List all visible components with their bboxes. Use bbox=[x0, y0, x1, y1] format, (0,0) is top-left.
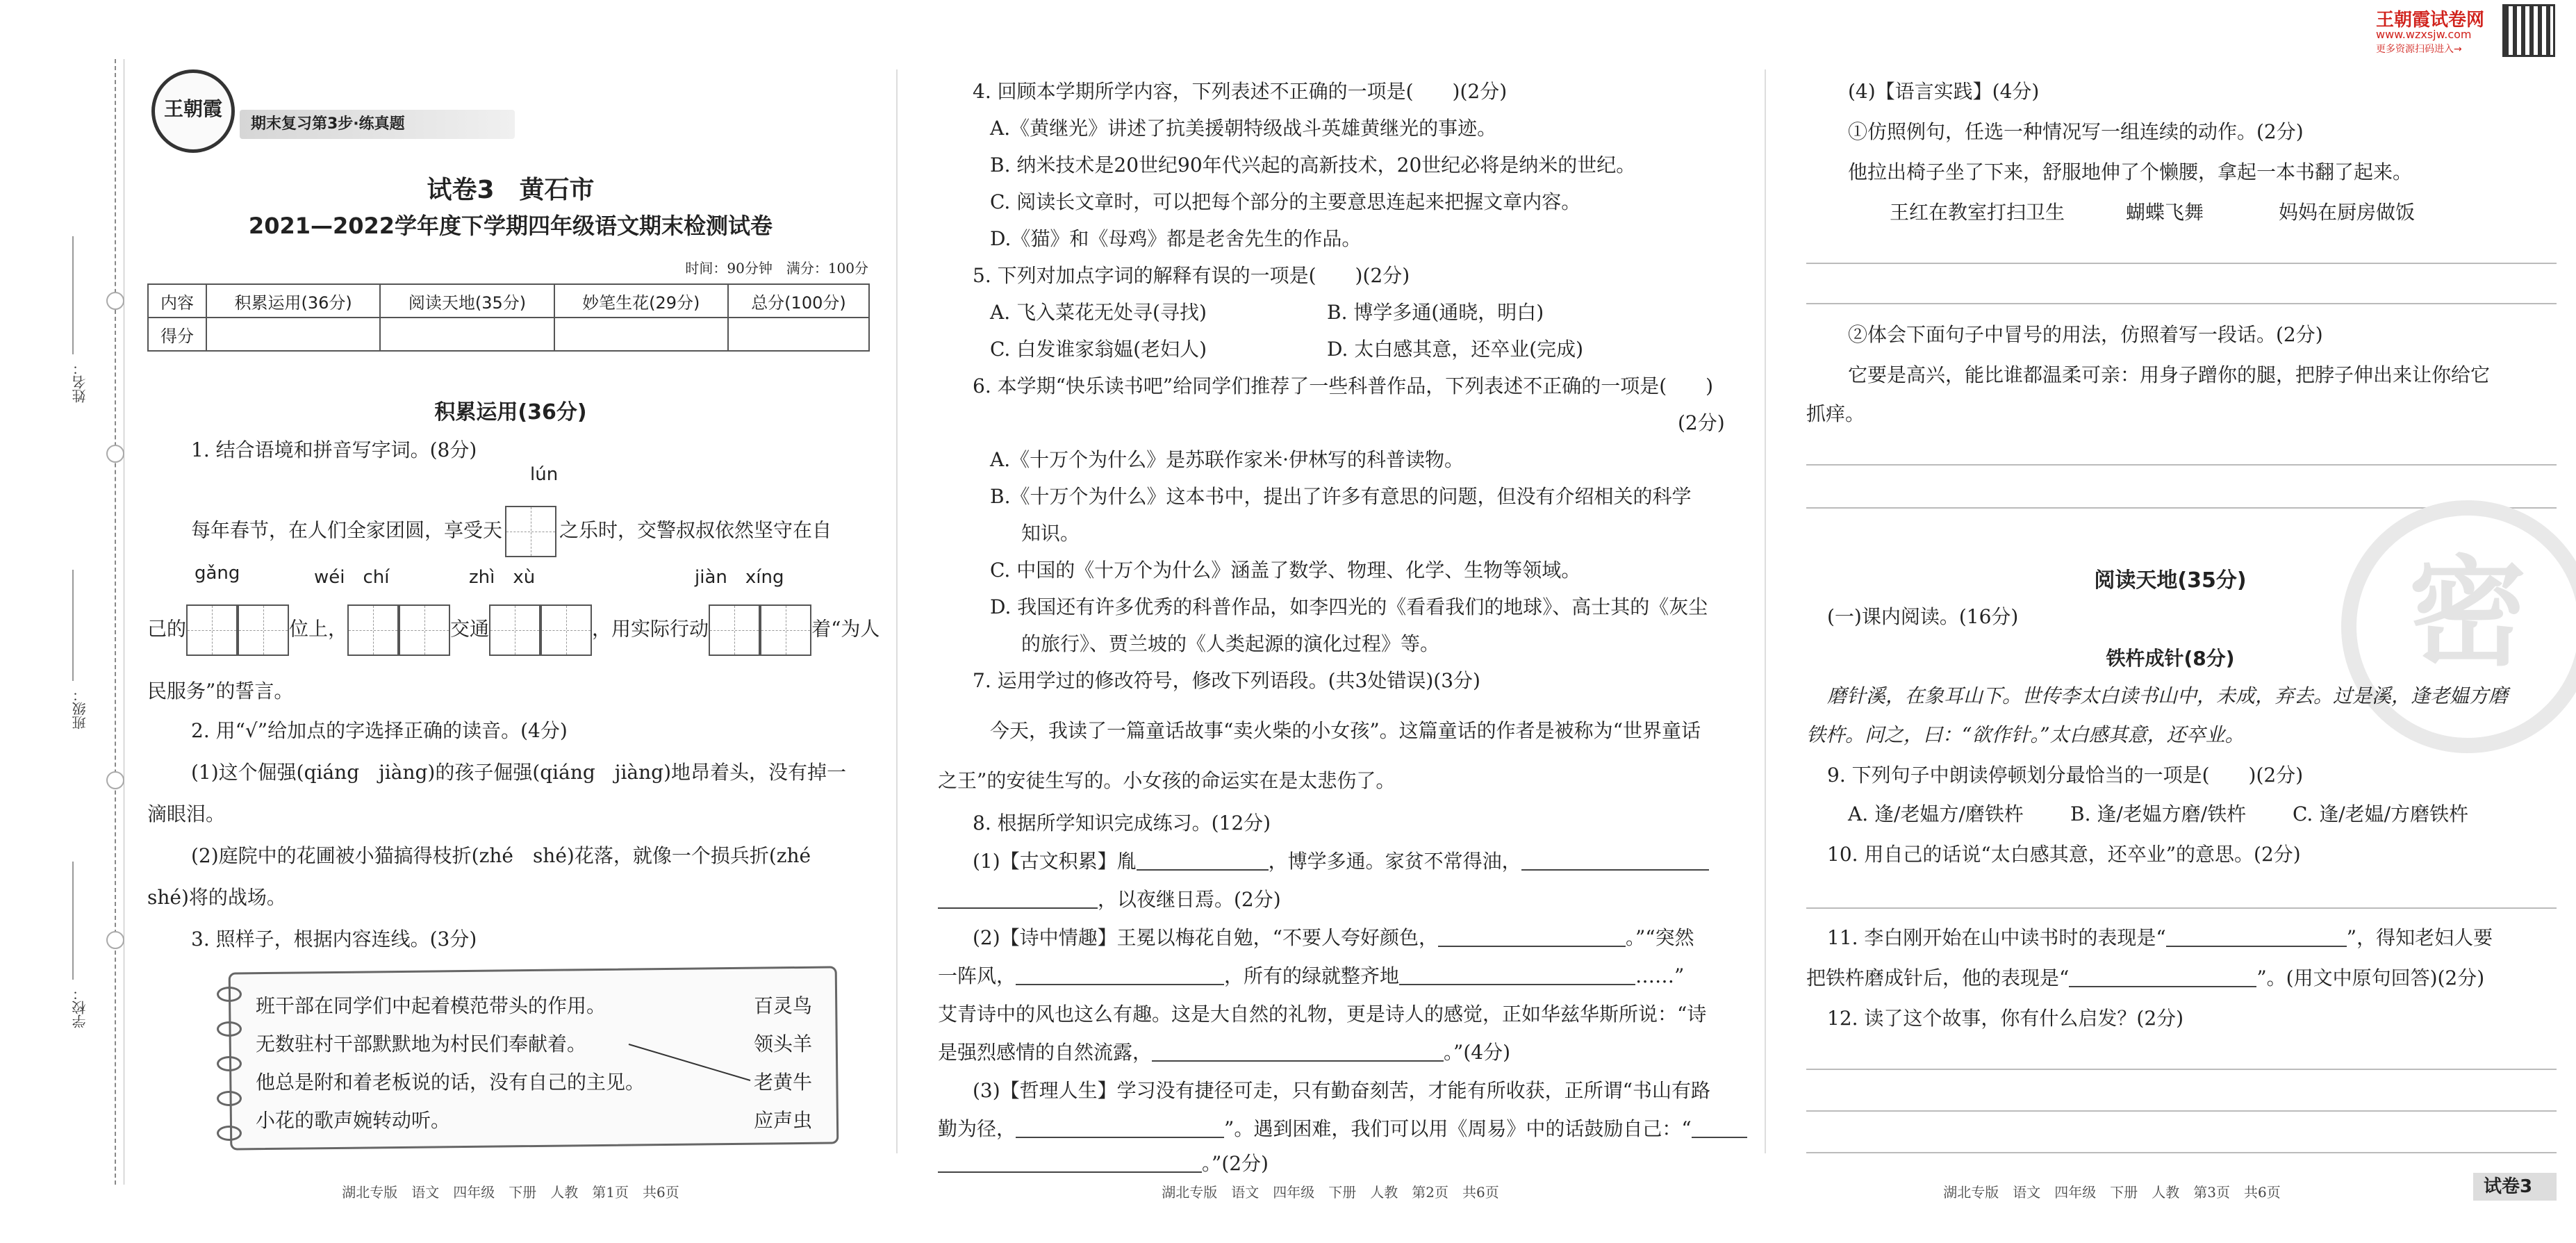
choice[interactable]: 妈妈在厨房做饭 bbox=[2279, 201, 2416, 224]
binding-hole bbox=[106, 771, 124, 789]
char-box[interactable] bbox=[399, 604, 450, 656]
answer-blank[interactable] bbox=[1692, 1117, 1747, 1138]
school-label: 学校： bbox=[72, 987, 88, 1028]
q8-3b bbox=[938, 1115, 1747, 1143]
ring bbox=[217, 1021, 242, 1037]
option: 知识。 bbox=[1021, 522, 1080, 545]
match-right[interactable]: 应声虫 bbox=[754, 1109, 813, 1132]
option: D. 我国还有许多优秀的科普作品，如李四光的《看看我们的地球》、高士其的《灰尘 bbox=[990, 595, 1708, 618]
text: 每年春节，在人们全家团圆，享受天 bbox=[191, 518, 503, 542]
answer-line[interactable] bbox=[1806, 1110, 2557, 1112]
score-header: 总分(100分) bbox=[728, 284, 869, 318]
q2-line: shé)将的战场。 bbox=[147, 886, 286, 909]
passage: 磨针溪，在象耳山下。世传李太白读书山中，未成，弃去。过是溪，逢老媪方磨 bbox=[1827, 684, 2509, 707]
page-2 bbox=[896, 0, 1765, 1243]
option: 的旅行》、贾兰坡的《人类起源的演化过程》等。 bbox=[1021, 632, 1440, 655]
option: C. 阅读长文章时，可以把每个部分的主要意思连起来把握文章内容。 bbox=[990, 190, 1581, 213]
option: A.《十万个为什么》是苏联作家米·伊林写的科普读物。 bbox=[990, 448, 1464, 471]
pinyin: zhì xù bbox=[469, 567, 536, 588]
q2-line: 滴眼泪。 bbox=[147, 802, 226, 825]
name-field[interactable] bbox=[72, 236, 74, 354]
text: (1)【古文积累】胤 bbox=[973, 850, 1137, 873]
answer-line[interactable] bbox=[1806, 464, 2557, 466]
answer-blank[interactable] bbox=[1152, 1041, 1444, 1062]
pinyin: wéi chí bbox=[314, 567, 390, 588]
q7-paragraph[interactable]: 之王”的安徒生写的。小女孩的命运实在是太悲伤了。 bbox=[938, 769, 1396, 792]
score-header: 妙笔生花(29分) bbox=[554, 284, 728, 318]
answer-blank[interactable] bbox=[1399, 964, 1635, 985]
time-score: 时间：90分钟 满分：100分 bbox=[685, 260, 868, 277]
q1-line-2 bbox=[147, 604, 880, 656]
option: A.《黄继光》讲述了抗美援朝特级战斗英雄黄继光的事迹。 bbox=[990, 117, 1497, 140]
q8-2c: 艾青诗中的风也这么有趣。这是大自然的礼物，更是诗人的感觉，正如华兹华斯所说：“诗 bbox=[938, 1003, 1707, 1026]
q1-line-1 bbox=[191, 506, 832, 557]
text: ，博学多通。家贫不常得油， bbox=[1268, 850, 1521, 873]
ring bbox=[217, 987, 242, 1002]
option: A. 逢/老媪方/磨铁杵 bbox=[1848, 802, 2024, 825]
char-box[interactable] bbox=[505, 506, 556, 557]
question-5: 5. 下列对加点字词的解释有误的一项是( )(2分) bbox=[973, 264, 1410, 287]
text: 把铁杵磨成针后，他的表现是“ bbox=[1806, 966, 2070, 989]
question-11 bbox=[1827, 924, 2493, 952]
text: 一阵风， bbox=[938, 964, 1016, 987]
name-label: 姓名： bbox=[72, 361, 88, 403]
option: D. 太白感其意，还卒业(完成) bbox=[1327, 338, 1584, 361]
pinyin: gǎng bbox=[195, 563, 240, 584]
score-cell[interactable] bbox=[728, 318, 869, 351]
option: C. 逢/老媪/方磨铁杵 bbox=[2293, 802, 2469, 825]
q8-2 bbox=[973, 924, 1694, 952]
site-sub: 更多资源扫码进入→ bbox=[2376, 44, 2462, 55]
question-12: 12. 读了这个故事，你有什么启发？(2分) bbox=[1827, 1007, 2184, 1030]
text: 之乐时，交警叔叔依然坚守在自 bbox=[559, 518, 832, 542]
char-box[interactable] bbox=[347, 604, 399, 656]
answer-blank[interactable] bbox=[938, 888, 1098, 909]
text: (2)【诗中情趣】王冕以梅花自勉，“不要人夸好颜色， bbox=[973, 926, 1438, 949]
question-10: 10. 用自己的话说“太白感其意，还卒业”的意思。(2分) bbox=[1827, 843, 2301, 866]
page-1 bbox=[0, 0, 896, 1243]
q8-2d bbox=[938, 1039, 1510, 1067]
paper-badge: 试卷3 bbox=[2459, 1173, 2557, 1201]
text: ”，得知老妇人要 bbox=[2346, 926, 2493, 949]
question-4: 4. 回顾本学期所学内容，下列表述不正确的一项是( )(2分) bbox=[973, 80, 1508, 103]
choice[interactable]: 王红在教室打扫卫生 bbox=[1890, 201, 2065, 224]
option: B. 博学多通(通晓，明白) bbox=[1327, 301, 1544, 324]
answer-blank[interactable] bbox=[938, 1152, 1202, 1173]
q8-4: (4)【语言实践】(4分) bbox=[1848, 80, 2040, 103]
option: B.《十万个为什么》这本书中，提出了许多有意思的问题，但没有介绍相关的科学 bbox=[990, 485, 1692, 508]
question-1: 1. 结合语境和拼音写字词。(8分) bbox=[191, 438, 477, 461]
q8-4-1: ①仿照例句，任选一种情况写一组连续的动作。(2分) bbox=[1848, 120, 2304, 143]
char-box[interactable] bbox=[760, 604, 811, 656]
q8-2b bbox=[938, 962, 1684, 990]
binding-line bbox=[115, 59, 116, 1185]
q8-4-2-text: 它要是高兴，能比谁都温柔可亲：用身子蹭你的腿，把脖子伸出来让你给它 bbox=[1848, 363, 2491, 386]
option: B. 逢/老媪方磨/铁杵 bbox=[2070, 802, 2247, 825]
binding-hole bbox=[106, 931, 124, 949]
option: C. 白发谁家翁媪(老妇人) bbox=[990, 338, 1207, 361]
q8-4-2: ②体会下面句子中冒号的用法，仿照着写一段话。(2分) bbox=[1848, 323, 2323, 346]
answer-blank[interactable] bbox=[1016, 1117, 1224, 1138]
answer-line[interactable] bbox=[1806, 1152, 2557, 1153]
option: D.《猫》和《母鸡》都是老舍先生的作品。 bbox=[990, 227, 1362, 250]
score-table bbox=[147, 283, 870, 352]
text: 。”(2分) bbox=[1202, 1152, 1269, 1175]
brand-logo-text: 王朝霞 bbox=[163, 97, 222, 120]
char-box[interactable] bbox=[238, 604, 289, 656]
text: ，所有的绿就整齐地 bbox=[1224, 964, 1400, 987]
match-right[interactable]: 百灵鸟 bbox=[754, 994, 813, 1017]
choice[interactable]: 蝴蝶飞舞 bbox=[2126, 201, 2204, 224]
text: 己的 bbox=[147, 617, 187, 641]
section-heading: 阅读天地(35分) bbox=[2094, 568, 2247, 593]
option: B. 纳米技术是20世纪90年代兴起的高新技术，20世纪必将是纳米的世纪。 bbox=[990, 154, 1636, 176]
score-cell[interactable] bbox=[380, 318, 554, 351]
section-heading: 积累运用(36分) bbox=[434, 400, 587, 425]
q7-paragraph[interactable]: 今天，我读了一篇童话故事“卖火柴的小女孩”。这篇童话的作者是被称为“世界童话 bbox=[990, 719, 1701, 742]
char-box[interactable] bbox=[489, 604, 540, 656]
text: 。”“突然 bbox=[1625, 926, 1694, 949]
text: ，用实际行动 bbox=[592, 617, 709, 641]
text: 位上， bbox=[289, 617, 348, 641]
answer-blank[interactable] bbox=[1137, 850, 1269, 871]
char-box[interactable] bbox=[540, 604, 592, 656]
site-logo: 王朝霞试卷网 bbox=[2376, 10, 2485, 31]
site-url: www.wzxsjw.com bbox=[2376, 28, 2472, 41]
binding-hole bbox=[106, 292, 124, 310]
text: 着“为人 bbox=[811, 617, 880, 641]
answer-blank[interactable] bbox=[1016, 964, 1224, 985]
example-match-line bbox=[625, 1039, 757, 1087]
brand-logo bbox=[151, 69, 235, 153]
score-cell[interactable] bbox=[554, 318, 728, 351]
pinyin: jiàn xíng bbox=[695, 567, 784, 588]
answer-blank[interactable] bbox=[2069, 966, 2256, 987]
pinyin: lún bbox=[530, 464, 559, 485]
q8-4-example: 他拉出椅子坐了下来，舒服地伸了个懒腰，拿起一本书翻了起来。 bbox=[1848, 160, 2413, 183]
exam-title: 试卷3 黄石市 bbox=[427, 176, 595, 204]
match-right[interactable]: 领头羊 bbox=[754, 1032, 813, 1055]
option: C. 中国的《十万个为什么》涵盖了数学、物理、化学、生物等领域。 bbox=[990, 559, 1581, 582]
ring bbox=[217, 1056, 242, 1071]
step-bar: 期末复习第3步·练真题 bbox=[240, 110, 515, 139]
match-left: 无数驻村干部默默地为村民们奉献着。 bbox=[256, 1032, 587, 1055]
qr-code-icon[interactable] bbox=[2502, 4, 2555, 57]
page-footer: 湖北专版 语文 四年级 下册 人教 第1页 共6页 bbox=[342, 1184, 679, 1201]
score-header: 内容 bbox=[148, 284, 206, 318]
answer-blank[interactable] bbox=[2166, 926, 2347, 947]
q2-line: (1)这个倔强(qiáng jiàng)的孩子倔强(qiáng jiàng)地昂着头，没有掉一 bbox=[191, 761, 846, 784]
question-2: 2. 用“√”给加点的字选择正确的读音。(4分) bbox=[191, 719, 568, 742]
class-label: 班级： bbox=[72, 688, 88, 730]
school-field[interactable] bbox=[72, 862, 74, 980]
text: ”。(用文中原句回答)(2分) bbox=[2256, 966, 2485, 989]
q8-1b bbox=[938, 886, 1281, 914]
text: 是强烈感情的自然流露， bbox=[938, 1041, 1153, 1064]
question-3: 3. 照样子，根据内容连线。(3分) bbox=[191, 928, 477, 950]
question-9: 9. 下列句子中朗读停顿划分最恰当的一项是( )(2分) bbox=[1827, 764, 2304, 787]
answer-line[interactable] bbox=[1806, 1069, 2557, 1070]
q1-line-3: 民服务”的誓言。 bbox=[147, 680, 294, 702]
q8-3: (3)【哲理人生】学习没有捷径可走，只有勤奋刻苦，才能有所收获，正所谓“书山有路 bbox=[973, 1079, 1710, 1102]
char-box[interactable] bbox=[709, 604, 760, 656]
match-left: 班干部在同学们中起着模范带头的作用。 bbox=[256, 994, 606, 1017]
q2-line: (2)庭院中的花圃被小猫搞得枝折(zhé shé)花落，就像一个损兵折(zhé bbox=[191, 844, 811, 867]
match-right[interactable]: 老黄牛 bbox=[754, 1071, 813, 1094]
text: 交通 bbox=[450, 617, 490, 641]
answer-line[interactable] bbox=[1806, 303, 2557, 304]
page-footer: 湖北专版 语文 四年级 下册 人教 第3页 共6页 bbox=[1943, 1184, 2281, 1201]
text: ，以夜继日焉。(2分) bbox=[1098, 888, 1281, 911]
subsection: (一)课内阅读。(16分) bbox=[1827, 605, 2019, 628]
match-left: 小花的歌声婉转动听。 bbox=[256, 1109, 451, 1132]
question-6: 6. 本学期“快乐读书吧”给同学们推荐了一些科普作品，下列表述不正确的一项是( ) bbox=[973, 374, 1714, 397]
ring bbox=[217, 1091, 242, 1106]
text: 。”(4分) bbox=[1444, 1041, 1510, 1064]
exam-subtitle: 2021—2022学年度下学期四年级语文期末检测试卷 bbox=[248, 213, 773, 239]
q8-4-2-text: 抓痒。 bbox=[1806, 402, 1865, 425]
text: ……” bbox=[1635, 964, 1685, 987]
confidential-stamp: 密 bbox=[2341, 500, 2576, 753]
answer-blank[interactable] bbox=[1521, 850, 1709, 871]
text: 11. 李白刚开始在山中读书时的表现是“ bbox=[1827, 926, 2166, 949]
score-header: 阅读天地(35分) bbox=[380, 284, 554, 318]
score-row-label: 得分 bbox=[148, 318, 206, 351]
q8-3c bbox=[938, 1150, 1269, 1178]
class-field[interactable] bbox=[72, 570, 74, 681]
match-left: 他总是附和着老板说的话，没有自己的主见。 bbox=[256, 1071, 645, 1094]
binding-hole bbox=[106, 445, 124, 463]
text: ”。遇到困难，我们可以用《周易》中的话鼓励自己：“ bbox=[1224, 1117, 1692, 1140]
q8-1 bbox=[973, 848, 1709, 875]
passage: 铁杵。问之，曰：“欲作针。”太白感其意，还卒业。 bbox=[1806, 723, 2245, 746]
passage-title: 铁杵成针(8分) bbox=[2106, 647, 2235, 670]
text: 勤为径， bbox=[938, 1117, 1016, 1140]
score-header: 积累运用(36分) bbox=[206, 284, 380, 318]
question-8: 8. 根据所学知识完成练习。(12分) bbox=[973, 812, 1271, 834]
question-7: 7. 运用学过的修改符号，修改下列语段。(共3处错误)(3分) bbox=[973, 669, 1480, 692]
ring bbox=[217, 1126, 242, 1141]
char-box[interactable] bbox=[186, 604, 238, 656]
score-cell[interactable] bbox=[206, 318, 380, 351]
answer-blank[interactable] bbox=[1438, 926, 1626, 947]
question-11b bbox=[1806, 964, 2484, 992]
page-footer: 湖北专版 语文 四年级 下册 人教 第2页 共6页 bbox=[1162, 1184, 1499, 1201]
question-6-score: (2分) bbox=[1678, 411, 1725, 434]
answer-line[interactable] bbox=[1806, 907, 2557, 909]
option: A. 飞入菜花无处寻(寻找) bbox=[990, 301, 1207, 324]
answer-line[interactable] bbox=[1806, 263, 2557, 264]
page-3 bbox=[1765, 0, 2576, 1243]
